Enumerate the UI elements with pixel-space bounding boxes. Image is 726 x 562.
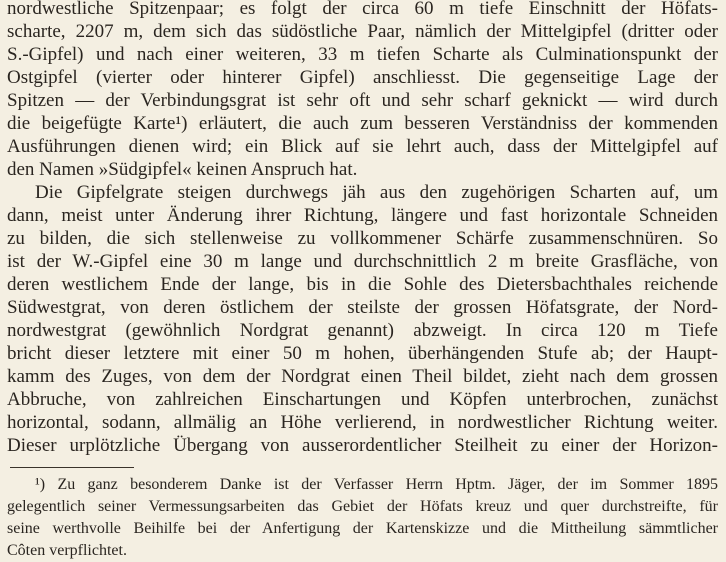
text-line: Abbruche, von zahlreichen Einschartungen und Köpfen unterbrochen, zunächst [7,389,718,410]
text-line: deren westlichem Ende der lange, bis in die Sohle des Dietersbachthales reichende [7,274,718,295]
footnote [7,474,718,562]
footnote-line: Côten verpflichtet. [7,542,127,559]
footnote-separator [10,467,134,468]
text-line: Südwestgrat, von deren östlichem der steilste der grossen Höfatsgrate, der Nord- [7,297,718,318]
text-line: nordwestgrat (gewöhnlich Nordgrat genannt) abzweigt. In circa 120 m Tiefe [7,320,718,341]
paragraph-1 [7,0,718,181]
text-line: die beigefügte Karte¹) erläutert, die auch zum besseren Verständniss der kommenden [7,113,718,134]
paragraph-2 [7,181,718,457]
text-line: S.-Gipfel) und nach einer weiteren, 33 m tiefen Scharte als Culminationspunkt der [7,44,718,65]
text-line: horizontal, sodann, allmälig an Höhe verlierend, in nordwestlicher Richtung weiter. [7,412,718,433]
text-line: Spitzen — der Verbindungsgrat ist sehr oft und sehr scharf geknickt — wird durch [7,90,718,111]
text-line: kamm des Zuges, von dem der Nordgrat einen Theil bildet, zieht nach dem grossen [7,366,718,387]
text-line: zu bilden, die sich stellenweise zu vollkommener Schärfe zusammenschnüren. So [7,228,718,249]
footnote-line: gelegentlich seiner Vermessungsarbeiten das Gebiet der Höfats kreuz und quer durchstreifte, für [7,498,718,515]
text-line: Ausführungen dienen wird; ein Blick auf sie lehrt auch, dass der Mittelgipfel auf [7,136,718,157]
text-line: den Namen »Südgipfel« keinen Anspruch hat. [7,159,358,180]
text-line: Ostgipfel (vierter oder hinterer Gipfel) anschliesst. Die gegenseitige Lage der [7,67,718,88]
text-line: ist der W.-Gipfel eine 30 m lange und durchschnittlich 2 m breite Grasfläche, von [7,251,718,272]
text-line: Die Gipfelgrate steigen durchwegs jäh aus den zugehörigen Scharten auf, um [35,182,718,203]
text-line: scharte, 2207 m, dem sich das südöstliche Paar, nämlich der Mittelgipfel (dritter oder [7,21,718,42]
footnote-line: ¹) Zu ganz besonderem Danke ist der Verfasser Herrn Hptm. Jäger, der im Sommer 1895 [35,476,718,493]
footnote-line: seine werthvolle Beihilfe bei der Anfertigung der Kartenskizze und die Mittheilung sämmtlicher [7,520,718,537]
text-line: Dieser urplötzliche Übergang von ausserordentlicher Steilheit zu einer der Horizon- [7,435,718,456]
text-line: dann, meist unter Änderung ihrer Richtung, längere und fast horizontale Schneiden [7,205,718,226]
text-line: nordwestliche Spitzenpaar; es folgt der circa 60 m tiefe Einschnitt der Höfats- [7,0,718,19]
text-line: bricht dieser letztere mit einer 50 m hohen, überhängenden Stufe ab; der Haupt- [7,343,718,364]
